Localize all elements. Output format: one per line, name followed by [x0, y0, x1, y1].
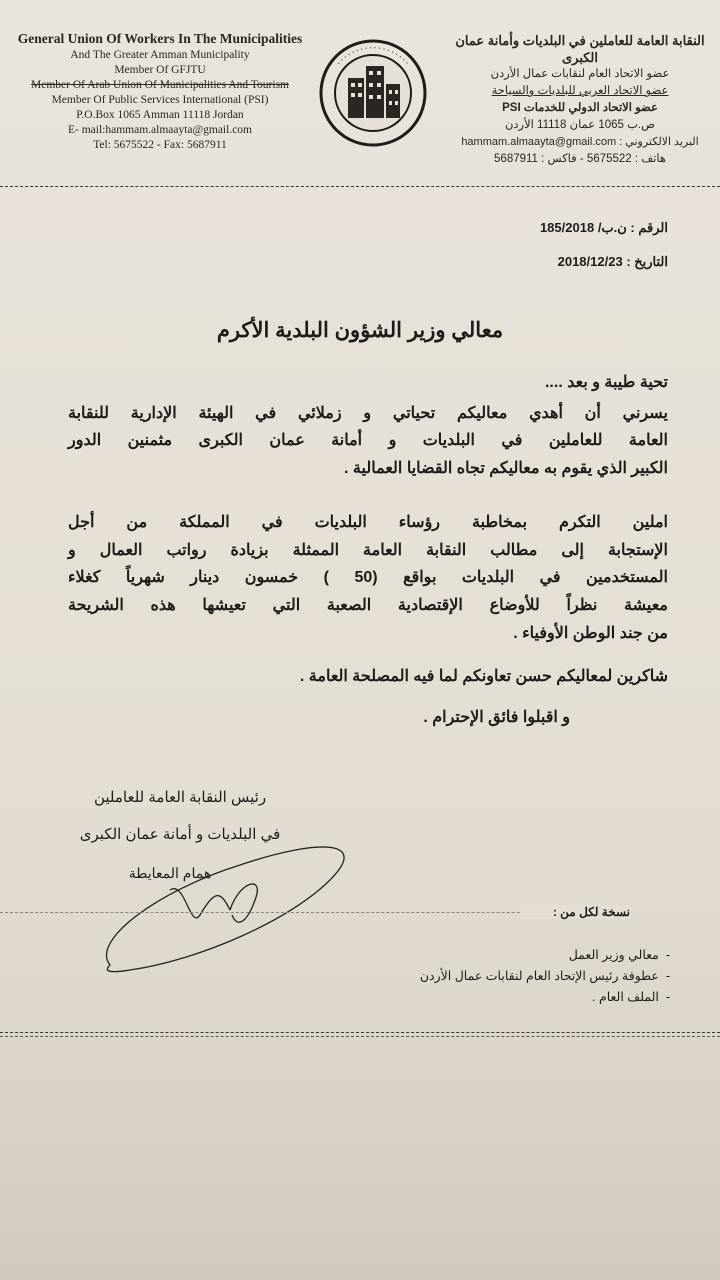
paragraph2-line: من جند الوطن الأوفياء .: [513, 625, 668, 642]
date-value: 2018/12/23: [557, 254, 623, 269]
paragraph1-line: يسرني أن أهدي معاليكم تحياتي و زملائي في الهيئة الإدارية للنقابة: [68, 405, 669, 422]
paragraph2-line: املين التكرم بمخاطبة رؤساء البلديات في المملكة من أجل: [68, 514, 668, 531]
header-line: And The Greater Amman Municipality: [70, 49, 250, 61]
paragraph2-line: المستخدمين في البلديات بواقع (50 ) خمسون دينار شهرياً كغلاء: [68, 569, 668, 586]
paragraph2-line: معيشة نظراً للأوضاع الإقتصادية الصعبة التي تعيشها هذه الشريحة: [68, 597, 668, 614]
header-line: Member Of Arab Union Of Municipalities And Tourism: [30, 79, 290, 91]
header-line: البريد الالكتروني : hammam.almaayta@gmail.com: [461, 136, 699, 148]
paragraph2-line: الإستجابة إلى مطالب النقابة العامة الممثلة بزيادة رواتب العمال و: [68, 542, 668, 559]
signatory-name: همام المعايطة: [128, 865, 212, 881]
reference-number: [400, 220, 668, 236]
copy-recipient: - الملف العام .: [592, 990, 670, 1004]
footer-divider-secondary: [0, 1036, 720, 1037]
header-line: E- mail:hammam.almaayta@gmail.com: [68, 124, 252, 136]
recipient: معالي وزير الشؤون البلدية الأكرم: [216, 319, 504, 342]
signatory-title-2: في البلديات و أمانة عمان الكبرى: [79, 826, 281, 843]
header-line: عضو الاتحاد الدولي للخدمات PSI: [502, 102, 658, 114]
org-name-english: General Union Of Workers In The Municipalities: [17, 31, 303, 46]
signatory-title-1: رئيس النقابة العامة للعاملين: [93, 789, 267, 806]
copies-list: [300, 945, 670, 1008]
ref-value: 185/2018: [539, 220, 595, 235]
paragraph1-line: العامة للعاملين في البلديات و أمانة عمان الكبرى مثمنين الدور: [68, 432, 668, 449]
closing-line: و اقبلوا فائق الإحترام .: [423, 709, 570, 726]
header-line: Member Of GFJTU: [114, 64, 206, 76]
paragraph1-line: الكبير الذي يقوم به معاليكم تجاه القضايا العمالية .: [344, 460, 668, 477]
ref-label: الرقم : ن.ب/: [597, 220, 668, 235]
copies-label: نسخة لكل من :: [520, 905, 630, 919]
org-name-arabic: النقابة العامة للعاملين في البلديات وأمانة عمان الكبرى: [455, 33, 705, 65]
footer-divider: [0, 1032, 720, 1033]
header-line: عضو الاتحاد العربي للبلديات والسياحة: [491, 85, 669, 97]
date-label: التاريخ :: [626, 254, 668, 269]
copy-recipient: - عطوفة رئيس الإتحاد العام لنقابات عمال الأردن: [419, 969, 670, 983]
letter-date: [400, 254, 668, 270]
header-line: Tel: 5675522 - Fax: 5687911: [93, 139, 227, 151]
svg-text:· · · · · · · · · · · · · · ·: · · · · · · · · · · · · · · · · · ·: [336, 45, 410, 67]
union-logo: [318, 38, 428, 148]
header-line: هاتف : 5675522 - فاكس : 5687911: [494, 153, 666, 165]
header-line: عضو الاتحاد العام لنقابات عمال الأردن: [490, 68, 670, 80]
header-line: ص.ب 1065 عمان 11118 الأردن: [504, 119, 656, 131]
thanks-line: شاكرين لمعاليكم حسن تعاونكم لما فيه المصلحة العامة .: [299, 668, 668, 685]
header-divider: [0, 186, 720, 187]
signature-divider: [0, 912, 600, 913]
header-english: [10, 30, 310, 153]
header-line: Member Of Public Services International (PSI): [51, 94, 269, 106]
copy-recipient: - معالي وزير العمل: [568, 948, 670, 962]
header-arabic: [440, 32, 720, 168]
greeting: تحية طيبة و بعد ....: [544, 374, 668, 391]
header-line: P.O.Box 1065 Amman 11118 Jordan: [76, 109, 244, 121]
